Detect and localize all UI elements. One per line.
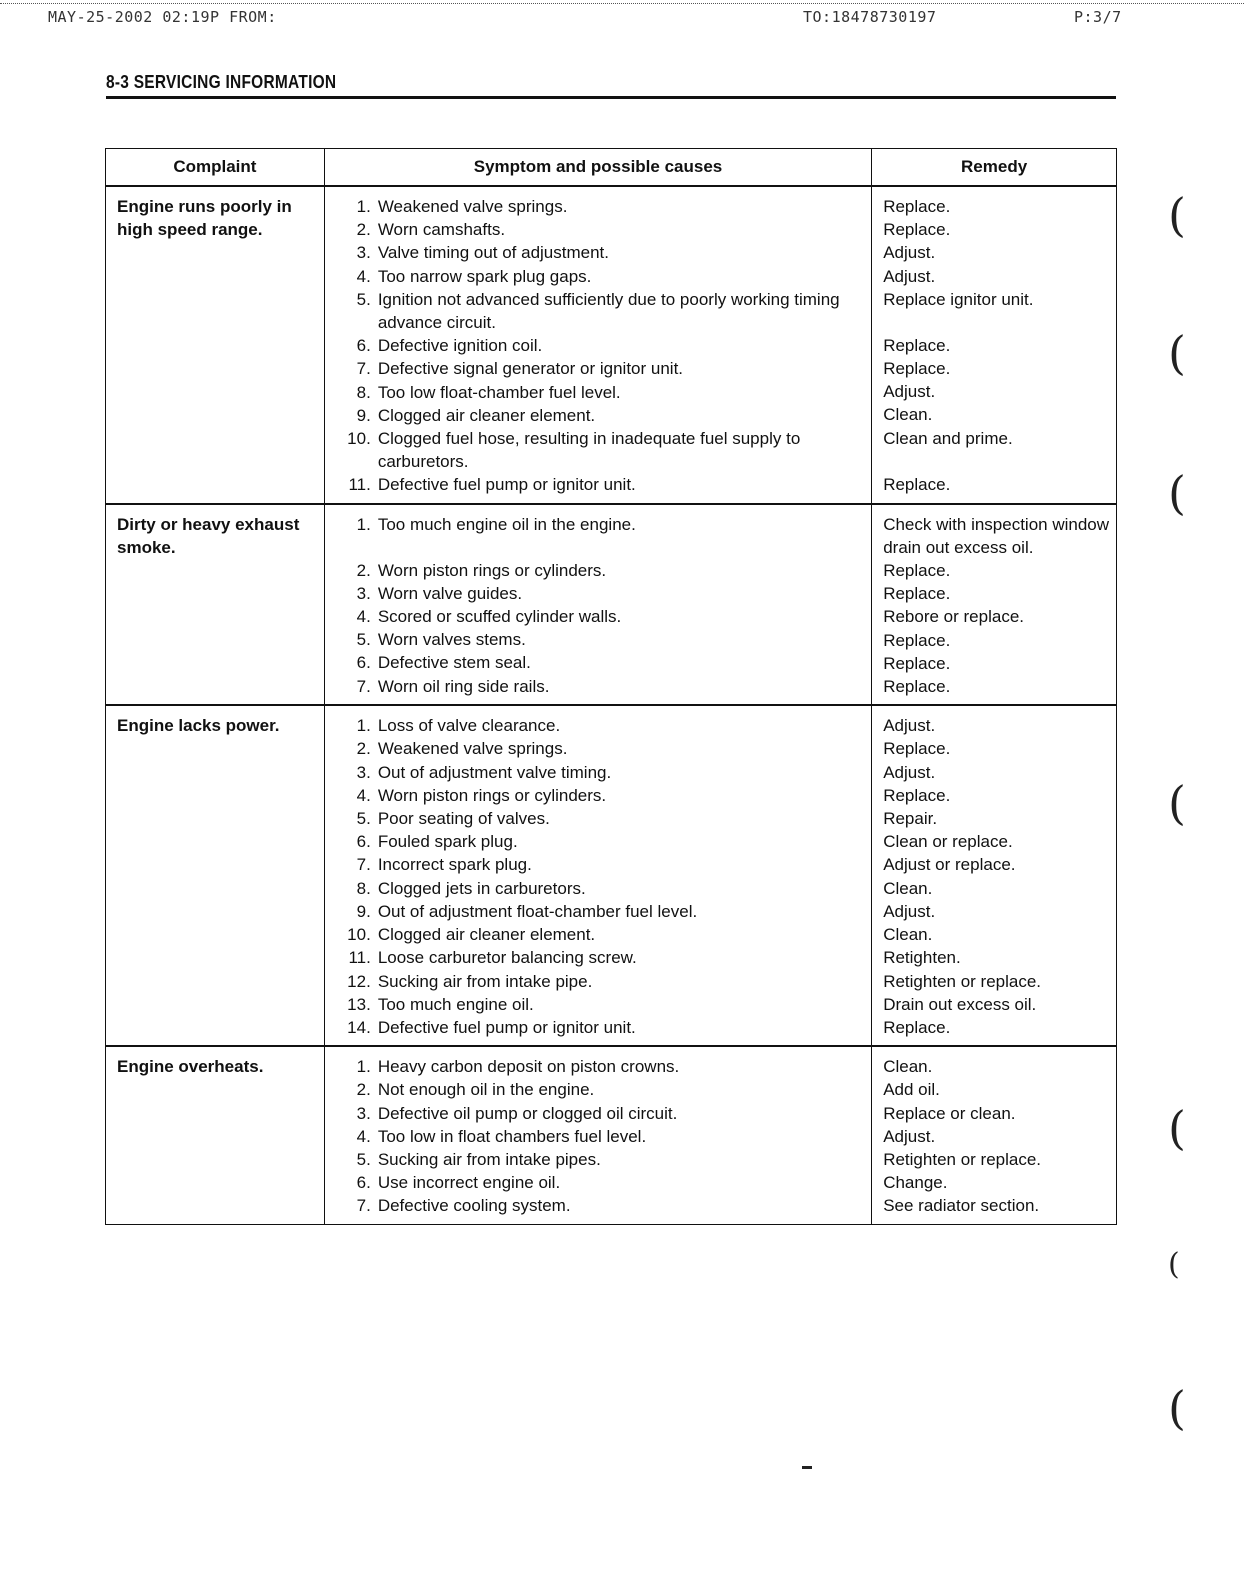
cause-number: 5. xyxy=(356,630,371,650)
cause-number: 6. xyxy=(356,336,371,356)
table-row xyxy=(106,504,1117,706)
remedy-item: Adjust. xyxy=(883,1126,936,1146)
cause-text: Defective stem seal. xyxy=(377,653,531,673)
cause-text: Worn piston rings or cylinders. xyxy=(377,785,607,805)
cause-number: 6. xyxy=(356,1173,371,1193)
cause-text: Defective oil pump or clogged oil circuit. xyxy=(377,1103,678,1123)
cause-text: Too narrow spark plug gaps. xyxy=(377,266,592,286)
cause-number: 9. xyxy=(356,405,371,425)
causes-cell xyxy=(324,705,871,1046)
cause-item xyxy=(333,675,865,698)
complaint-cell: Dirty or heavy exhaust smoke. xyxy=(106,504,325,706)
cause-text: Valve timing out of adjustment. xyxy=(377,243,610,263)
remedy-item: Replace. xyxy=(883,785,951,805)
remedy-item: Replace. xyxy=(883,335,951,355)
complaint-cell: Engine lacks power. xyxy=(106,705,325,1046)
cause-item xyxy=(333,1078,865,1101)
cause-item xyxy=(333,559,865,582)
binding-mark: ( xyxy=(1168,1101,1186,1155)
remedy-item: Retighten. xyxy=(883,948,961,968)
table-row xyxy=(106,186,1117,504)
remedy-item: Replace. xyxy=(883,561,951,581)
cause-number: 7. xyxy=(356,855,371,875)
causes-cell xyxy=(324,504,871,706)
cause-item xyxy=(333,1016,865,1039)
cause-number: 3. xyxy=(356,583,371,603)
header-remedy: Remedy xyxy=(872,149,1117,187)
cause-number: 4. xyxy=(356,607,371,627)
cause-item xyxy=(333,473,865,496)
cause-item xyxy=(333,195,865,218)
remedy-item: Replace. xyxy=(883,197,951,216)
fax-dotted-rule xyxy=(0,3,1244,4)
remedy-item: Clean. xyxy=(883,1057,933,1077)
cause-number: 3. xyxy=(356,1103,371,1123)
cause-item xyxy=(333,714,865,737)
title-rule xyxy=(106,96,1116,99)
header-symptom: Symptom and possible causes xyxy=(324,149,871,187)
cause-text: Defective fuel pump or ignitor unit. xyxy=(377,1017,636,1037)
table-header-row xyxy=(106,149,1117,187)
cause-number: 14. xyxy=(347,1017,371,1037)
table-row xyxy=(106,705,1117,1046)
remedy-item: Retighten or replace. xyxy=(883,1149,1042,1169)
cause-item xyxy=(333,218,865,241)
cause-number: 10. xyxy=(347,429,371,449)
cause-number: 11. xyxy=(348,948,371,968)
remedy-item: Adjust. xyxy=(883,382,936,402)
remedy-item: Rebore or replace. xyxy=(883,607,1025,627)
cause-text: Worn oil ring side rails. xyxy=(377,676,550,696)
cause-item xyxy=(333,761,865,784)
remedy-item: Clean. xyxy=(883,878,933,898)
remedy-item: Replace. xyxy=(883,677,951,697)
cause-text: Loss of valve clearance. xyxy=(377,716,561,736)
cause-item xyxy=(333,1102,865,1125)
cause-item xyxy=(333,946,865,969)
cause-text: Loose carburetor balancing screw. xyxy=(377,948,637,968)
remedy-item: Adjust. xyxy=(883,762,936,782)
remedy-item: Replace. xyxy=(883,359,951,379)
cause-text: Too much engine oil. xyxy=(377,994,534,1014)
page-dash-mark xyxy=(802,1466,812,1469)
binding-mark: ( xyxy=(1168,188,1186,242)
cause-item xyxy=(333,427,865,473)
cause-text: Heavy carbon deposit on piston crowns. xyxy=(377,1057,680,1077)
cause-item xyxy=(333,1171,865,1194)
cause-text: Clogged air cleaner element. xyxy=(377,405,596,425)
cause-item xyxy=(333,513,865,559)
remedy-item: See radiator section. xyxy=(883,1196,1040,1216)
cause-number: 1. xyxy=(356,514,371,534)
remedy-item: Adjust or replace. xyxy=(883,855,1016,875)
remedy-cell xyxy=(872,504,1117,706)
remedy-item: Adjust. xyxy=(883,901,936,921)
cause-number: 1. xyxy=(356,197,371,216)
remedy-item: Replace. xyxy=(883,653,951,673)
remedy-item: Check with inspection window drain out excess oil. xyxy=(883,514,1110,557)
cause-item xyxy=(333,1125,865,1148)
remedy-item: Replace. xyxy=(883,220,951,240)
cause-item xyxy=(333,923,865,946)
cause-item xyxy=(333,784,865,807)
cause-text: Worn piston rings or cylinders. xyxy=(377,560,607,580)
remedy-item: Replace or clean. xyxy=(883,1103,1016,1123)
cause-number: 2. xyxy=(356,739,371,759)
binding-hole-marks xyxy=(1160,0,1220,1578)
cause-number: 7. xyxy=(356,676,371,696)
remedy-item: Add oil. xyxy=(883,1080,940,1100)
remedy-item: Clean. xyxy=(883,405,933,425)
cause-text: Worn valves stems. xyxy=(377,630,526,650)
cause-item xyxy=(333,830,865,853)
cause-text: Clogged air cleaner element. xyxy=(377,925,596,945)
cause-text: Out of adjustment float-chamber fuel level. xyxy=(377,901,698,921)
cause-item xyxy=(333,970,865,993)
cause-number: 4. xyxy=(356,1126,371,1146)
troubleshooting-table xyxy=(105,148,1117,1225)
cause-item xyxy=(333,807,865,830)
remedy-item: Replace ignitor unit. xyxy=(883,289,1034,309)
cause-text: Clogged fuel hose, resulting in inadequate fuel supply to carburetors. xyxy=(377,429,801,472)
cause-item xyxy=(333,582,865,605)
cause-text: Poor seating of valves. xyxy=(377,809,550,829)
cause-item xyxy=(333,381,865,404)
cause-text: Use incorrect engine oil. xyxy=(377,1173,561,1193)
fax-to-line: TO:18478730197 xyxy=(803,8,937,26)
cause-item xyxy=(333,334,865,357)
remedy-item: Adjust. xyxy=(883,716,936,736)
cause-text: Weakened valve springs. xyxy=(377,739,568,759)
cause-number: 13. xyxy=(347,994,371,1014)
cause-item xyxy=(333,737,865,760)
binding-mark: ( xyxy=(1168,776,1186,830)
cause-item xyxy=(333,288,865,334)
binding-mark: ( xyxy=(1168,466,1186,520)
cause-text: Defective fuel pump or ignitor unit. xyxy=(377,475,636,495)
cause-text: Out of adjustment valve timing. xyxy=(377,762,612,782)
cause-text: Too low in float chambers fuel level. xyxy=(377,1126,647,1146)
cause-text: Incorrect spark plug. xyxy=(377,855,532,875)
cause-item xyxy=(333,853,865,876)
cause-item xyxy=(333,651,865,674)
cause-item xyxy=(333,877,865,900)
remedy-item: Replace. xyxy=(883,584,951,604)
cause-number: 1. xyxy=(356,1057,371,1077)
cause-number: 8. xyxy=(356,878,371,898)
remedy-item: Replace. xyxy=(883,474,951,494)
cause-number: 5. xyxy=(356,809,371,829)
cause-number: 5. xyxy=(356,289,371,309)
remedy-item: Clean and prime. xyxy=(883,428,1013,448)
cause-item xyxy=(333,1148,865,1171)
cause-text: Ignition not advanced sufficiently due to poorly working timing advance circuit. xyxy=(377,289,840,333)
cause-text: Weakened valve springs. xyxy=(377,197,568,216)
complaint-cell: Engine runs poorly in high speed range. xyxy=(106,186,325,504)
cause-text: Defective cooling system. xyxy=(377,1196,571,1216)
causes-cell xyxy=(324,186,871,504)
cause-item xyxy=(333,628,865,651)
cause-number: 5. xyxy=(356,1149,371,1169)
cause-text: Worn valve guides. xyxy=(377,583,523,603)
cause-number: 6. xyxy=(356,832,371,852)
table-body xyxy=(106,186,1117,1224)
remedy-item: Replace. xyxy=(883,739,951,759)
cause-item xyxy=(333,265,865,288)
cause-number: 3. xyxy=(356,243,371,263)
cause-text: Too much engine oil in the engine. xyxy=(377,514,636,534)
cause-number: 2. xyxy=(356,1080,371,1100)
table-row xyxy=(106,1046,1117,1224)
remedy-item: Change. xyxy=(883,1173,948,1193)
cause-number: 4. xyxy=(356,785,371,805)
cause-text: Defective ignition coil. xyxy=(377,336,543,356)
cause-number: 12. xyxy=(347,971,371,991)
cause-number: 10. xyxy=(347,925,371,945)
binding-mark: ( xyxy=(1168,326,1186,380)
cause-number: 2. xyxy=(356,560,371,580)
cause-text: Worn camshafts. xyxy=(377,220,506,240)
cause-item xyxy=(333,605,865,628)
remedy-item: Adjust. xyxy=(883,243,936,263)
cause-number: 8. xyxy=(356,382,371,402)
cause-text: Clogged jets in carburetors. xyxy=(377,878,586,898)
cause-number: 6. xyxy=(356,653,371,673)
cause-item xyxy=(333,993,865,1016)
header-complaint: Complaint xyxy=(106,149,325,187)
cause-item xyxy=(333,1194,865,1217)
remedy-cell xyxy=(872,1046,1117,1224)
cause-item xyxy=(333,900,865,923)
cause-text: Sucking air from intake pipe. xyxy=(377,971,593,991)
remedy-item: Repair. xyxy=(883,809,938,829)
cause-item xyxy=(333,241,865,264)
remedy-cell xyxy=(872,705,1117,1046)
cause-number: 1. xyxy=(356,716,371,736)
remedy-item: Clean or replace. xyxy=(883,832,1013,852)
fax-page-number: P:3/7 xyxy=(1074,8,1122,26)
fax-from-line: MAY-25-2002 02:19P FROM: xyxy=(48,8,277,26)
remedy-item: Clean. xyxy=(883,925,933,945)
cause-number: 4. xyxy=(356,266,371,286)
cause-number: 2. xyxy=(356,220,371,240)
binding-mark: ( xyxy=(1168,1381,1186,1435)
cause-text: Fouled spark plug. xyxy=(377,832,518,852)
cause-number: 9. xyxy=(356,901,371,921)
remedy-item: Adjust. xyxy=(883,266,936,286)
remedy-cell xyxy=(872,186,1117,504)
cause-number: 11. xyxy=(348,475,371,495)
cause-text: Not enough oil in the engine. xyxy=(377,1080,595,1100)
remedy-item: Replace. xyxy=(883,1017,951,1037)
fax-header xyxy=(48,8,1134,28)
complaint-cell: Engine overheats. xyxy=(106,1046,325,1224)
remedy-item: Drain out excess oil. xyxy=(883,994,1037,1014)
cause-number: 7. xyxy=(356,1196,371,1216)
remedy-item: Retighten or replace. xyxy=(883,971,1042,991)
cause-text: Scored or scuffed cylinder walls. xyxy=(377,607,622,627)
cause-item xyxy=(333,404,865,427)
cause-text: Too low float-chamber fuel level. xyxy=(377,382,621,402)
binding-mark: ( xyxy=(1168,1247,1180,1282)
cause-text: Sucking air from intake pipes. xyxy=(377,1149,601,1169)
remedy-item: Replace. xyxy=(883,630,951,650)
section-title: 8-3 SERVICING INFORMATION xyxy=(106,72,337,92)
cause-number: 3. xyxy=(356,762,371,782)
cause-item xyxy=(333,357,865,380)
causes-cell xyxy=(324,1046,871,1224)
cause-text: Defective signal generator or ignitor unit. xyxy=(377,359,684,379)
cause-number: 7. xyxy=(356,359,371,379)
cause-item xyxy=(333,1055,865,1078)
